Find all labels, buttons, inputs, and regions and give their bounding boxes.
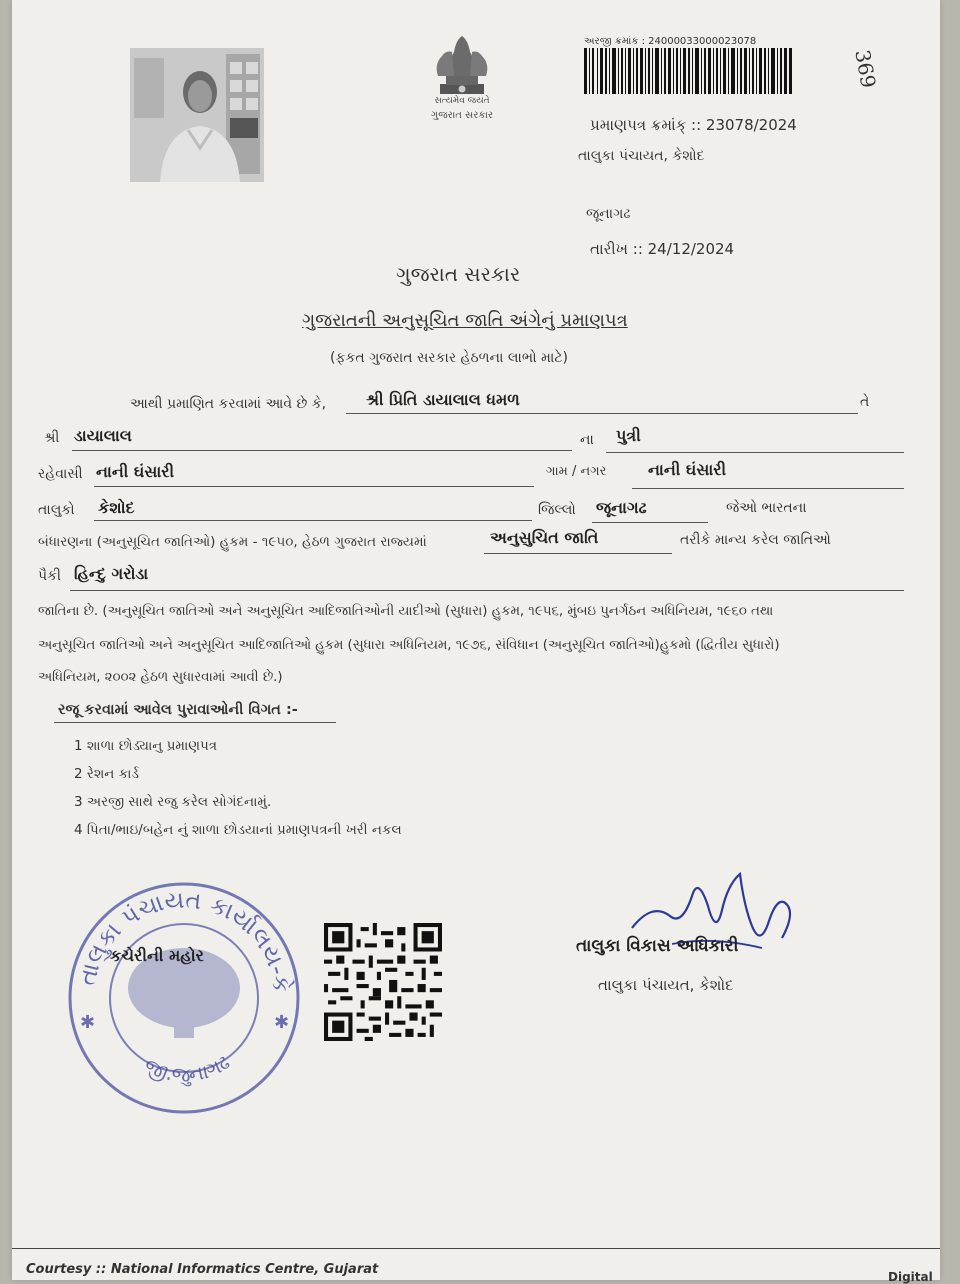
- district: જૂનાગઢ: [596, 498, 647, 517]
- issuing-office: તાલુકા પંચાયત, કેશોદ: [578, 148, 705, 164]
- issuing-district: જૂનાગઢ: [586, 206, 631, 222]
- footer-courtesy: Courtesy :: National Informatics Centre, Gujarat: [26, 1262, 379, 1277]
- father-name: ડાયાલાલ: [74, 426, 132, 445]
- village: નાની ઘંસારી: [648, 460, 727, 479]
- residence-label: રહેવાસી: [38, 466, 83, 482]
- caste-name: હિન્દુ ગરોડા: [74, 564, 149, 583]
- recognized-text: તરીકે માન્ય કરેલ જાતિઓ: [680, 532, 831, 548]
- jeo-label: જેઓ ભારતના: [726, 500, 807, 516]
- taluka: કેશોદ: [98, 498, 135, 517]
- certify-label: આથી પ્રમાણિત કરવામાં આવે છે કે,: [130, 396, 327, 412]
- legal-paragraph-line: અનુસૂચિત જાતિઓ અને અનુસૂચિત આદિજાતિઓ હુકમ (સુધારા અધિનિયમ, ૧૯૭૬, સંવિધાન (અનુસૂચિત જાતિઓ)હુકમો (દ્વિતીય સુધારો): [38, 638, 780, 653]
- issue-date: તારીખ :: 24/12/2024: [590, 240, 735, 258]
- te-label: તે: [860, 394, 870, 410]
- evidence-item: 1 શાળા છોડ્યાનુ પ્રમાણપત્ર: [74, 738, 218, 754]
- qr-code-icon: [324, 918, 442, 1046]
- officer-title: તાલુકા વિકાસ અધિકારી: [576, 936, 739, 956]
- office-seal: [64, 878, 304, 1118]
- government-title: ગુજરાત સરકાર: [396, 262, 521, 286]
- application-number: અરજી ક્રમાંક : 24000033000023078: [584, 36, 757, 47]
- legal-paragraph-line: જાતિના છે. (અનુસૂચિત જાતિઓ અને અનુસૂચિત આદિજાતિઓની યાદીઓ (સુધારા) હુકમ, ૧૯૫૬, મુંબઇ પુનર્ગઠન અધિનિયમ, ૧૯૬૦ તથા: [38, 604, 774, 619]
- evidence-heading: રજૂ કરવામાં આવેલ પુરાવાઓની વિગત :-: [58, 702, 298, 718]
- residence: નાની ઘંસારી: [96, 462, 175, 481]
- district-label: જિલ્લો: [538, 502, 576, 518]
- relation: પુત્રી: [616, 426, 641, 445]
- applicant-photo: [130, 48, 264, 182]
- footer-right: Digital: [888, 1270, 933, 1284]
- certificate-number: પ્રમાણપત્ર ક્રમાંક્ :: 23078/2024: [590, 116, 797, 134]
- certificate-title: ગુજરાતની અનુસૂચિત જાતિ અંગેનું પ્રમાણપત્ર: [302, 310, 628, 331]
- constitution-text: બંધારણના (અનુસૂચિત જાતિઓ) હુકમ - ૧૯૫૦, હેઠળ ગુજરાત રાજ્યમાં: [38, 534, 427, 550]
- paiki-label: પૈકી: [38, 568, 61, 584]
- emblem-subcaption: ગુજરાત સરકાર: [430, 110, 494, 121]
- na-label: ના: [580, 432, 594, 448]
- evidence-item: 4 પિતા/ભાઇ/બહેન નું શાળા છોડયાનાં પ્રમાણપત્રની ખરી નકલ: [74, 822, 402, 838]
- applicant-name: શ્રી પ્રિતિ ડાયાલાલ ધમળ: [366, 390, 520, 409]
- officer-signature: [612, 866, 812, 976]
- taluka-label: તાલુકો: [38, 502, 75, 518]
- evidence-item: 3 અરજી સાથે રજુ કરેલ સોગંદનામું.: [74, 794, 272, 810]
- officer-office: તાલુકા પંચાયત, કેશોદ: [598, 976, 734, 994]
- village-label: ગામ / નગર: [546, 464, 607, 479]
- seal-label: કચેરીની મહોર: [110, 946, 204, 965]
- legal-paragraph-line: અધિનિયમ, ૨૦૦૨ હેઠળ સુધારવામાં આવી છે.): [38, 670, 283, 685]
- shri-label: શ્રી: [44, 430, 60, 446]
- svg-text:✱: ✱: [274, 1012, 290, 1033]
- svg-text:✱: ✱: [80, 1012, 96, 1033]
- evidence-item: 2 રેશન કાર્ડ: [74, 766, 139, 782]
- barcode-icon: [584, 48, 792, 94]
- emblem-caption: સત્યમેવ જયતે: [434, 96, 490, 106]
- svg-text:તાલુકા પંચાયત કાર્યાલય-કેશોદ: તાલુકા પંચાયત કાર્યાલય-કે: [72, 885, 297, 995]
- caste-type: અનુસુચિત જાતિ: [490, 528, 599, 547]
- svg-text:જી.જુનાગઢ: જી.જુનાગઢ: [140, 1049, 234, 1087]
- certificate-subtitle: (ફકત ગુજરાત સરકાર હેઠળના લાભો માટે): [330, 350, 568, 366]
- national-emblem-icon: [412, 22, 512, 132]
- certificate-page: [12, 0, 940, 1284]
- handwritten-note: 369: [850, 48, 881, 90]
